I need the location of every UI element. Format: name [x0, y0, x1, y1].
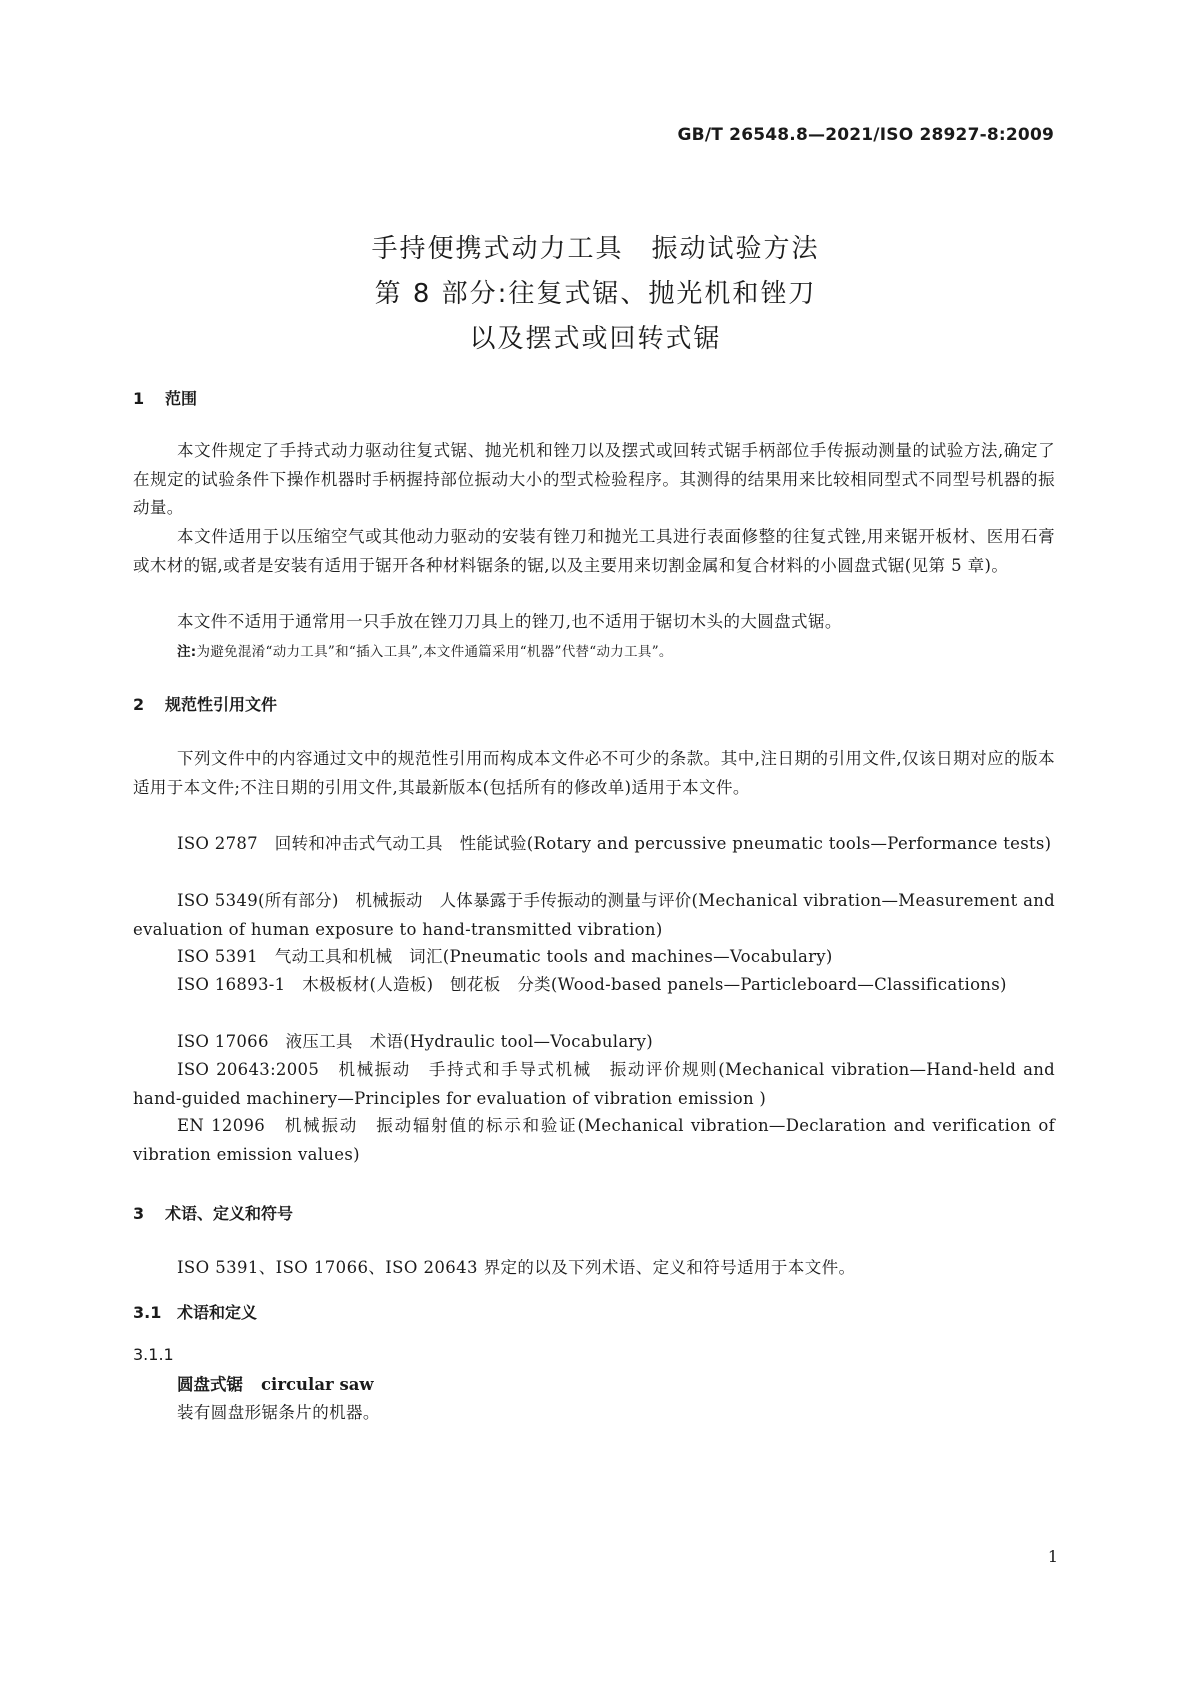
title-line-2: 第 8 部分:往复式锯、抛光机和锉刀: [374, 279, 817, 309]
term-english: circular saw: [261, 1375, 374, 1394]
reference-item: EN 12096 机械振动 振动辐射值的标示和验证(Mechanical vibration—Declaration and verification of vibration emission values): [133, 1116, 1055, 1164]
section-3-intro: ISO 5391、ISO 17066、ISO 20643 界定的以及下列术语、定义和符号适用于本文件。: [177, 1258, 856, 1277]
section-title: 术语、定义和符号: [165, 1204, 294, 1223]
section-2-heading: [133, 692, 277, 715]
standard-number: GB/T 26548.8—2021/ISO 28927-8:2009: [677, 125, 1054, 145]
term-entry: [177, 1371, 374, 1395]
reference-item: ISO 5391 气动工具和机械 词汇(Pneumatic tools and machines—Vocabulary): [177, 947, 833, 966]
section-3-heading: [133, 1201, 293, 1224]
reference-item: ISO 20643:2005 机械振动 手持式和手导式机械 振动评价规则(Mechanical vibration—Hand-held and hand-guided machinery—Principles for evaluation of vibration emission ): [133, 1060, 1055, 1108]
section-1-paragraph-1: 本文件规定了手持式动力驱动往复式锯、抛光机和锉刀以及摆式或回转式锯手柄部位手传振动测量的试验方法,确定了在规定的试验条件下操作机器时手柄握持部位振动大小的型式检验程序。其测得的结果用来比较相同型式不同型号机器的振动量。: [133, 441, 1055, 517]
section-title: 规范性引用文件: [165, 695, 278, 714]
note: [177, 640, 673, 660]
section-title: 范围: [165, 389, 198, 408]
term-chinese: 圆盘式锯: [177, 1375, 243, 1394]
reference-item: ISO 5349(所有部分) 机械振动 人体暴露于手传振动的测量与评价(Mechanical vibration—Measurement and evaluation of human exposure to hand-transmitted vibration): [133, 891, 1055, 939]
section-1-heading: [133, 386, 197, 409]
reference-item: ISO 2787 回转和冲击式气动工具 性能试验(Rotary and percussive pneumatic tools—Performance tests): [177, 834, 1052, 853]
reference-item: ISO 17066 液压工具 术语(Hydraulic tool—Vocabulary): [177, 1032, 654, 1051]
term-number: 3.1.1: [133, 1345, 174, 1364]
note-text: 为避免混淆“动力工具”和“插入工具”,本文件通篇采用“机器”代替“动力工具”。: [196, 644, 673, 660]
subsection-title: 术语和定义: [177, 1303, 258, 1322]
page-number: 1: [1047, 1547, 1058, 1566]
section-1-paragraph-3: 本文件不适用于通常用一只手放在锉刀刀具上的锉刀,也不适用于锯切木头的大圆盘式锯。: [177, 612, 842, 631]
section-number: 2: [133, 695, 145, 714]
subsection-3-1-heading: [133, 1300, 257, 1323]
title-line-3: 以及摆式或回转式锯: [469, 324, 722, 354]
section-number: 1: [133, 389, 145, 408]
reference-item: ISO 16893-1 木极板材(人造板) 刨花板 分类(Wood-based panels—Particleboard—Classifications): [177, 975, 1007, 994]
subsection-number: 3.1: [133, 1303, 162, 1322]
section-number: 3: [133, 1204, 145, 1223]
section-1-paragraph-2: 本文件适用于以压缩空气或其他动力驱动的安装有锉刀和抛光工具进行表面修整的往复式锉,用来锯开板材、医用石膏或木材的锯,或者是安装有适用于锯开各种材料锯条的锯,以及主要用来切割金属和复合材料的小圆盘式锯(见第 5 章)。: [133, 527, 1055, 575]
section-2-intro: 下列文件中的内容通过文中的规范性引用而构成本文件必不可少的条款。其中,注日期的引用文件,仅该日期对应的版本适用于本文件;不注日期的引用文件,其最新版本(包括所有的修改单)适用于本文件。: [133, 749, 1055, 797]
title-line-1: 手持便携式动力工具 振动试验方法: [371, 234, 820, 264]
note-label: 注:: [177, 644, 197, 660]
term-definition: 装有圆盘形锯条片的机器。: [177, 1403, 380, 1422]
